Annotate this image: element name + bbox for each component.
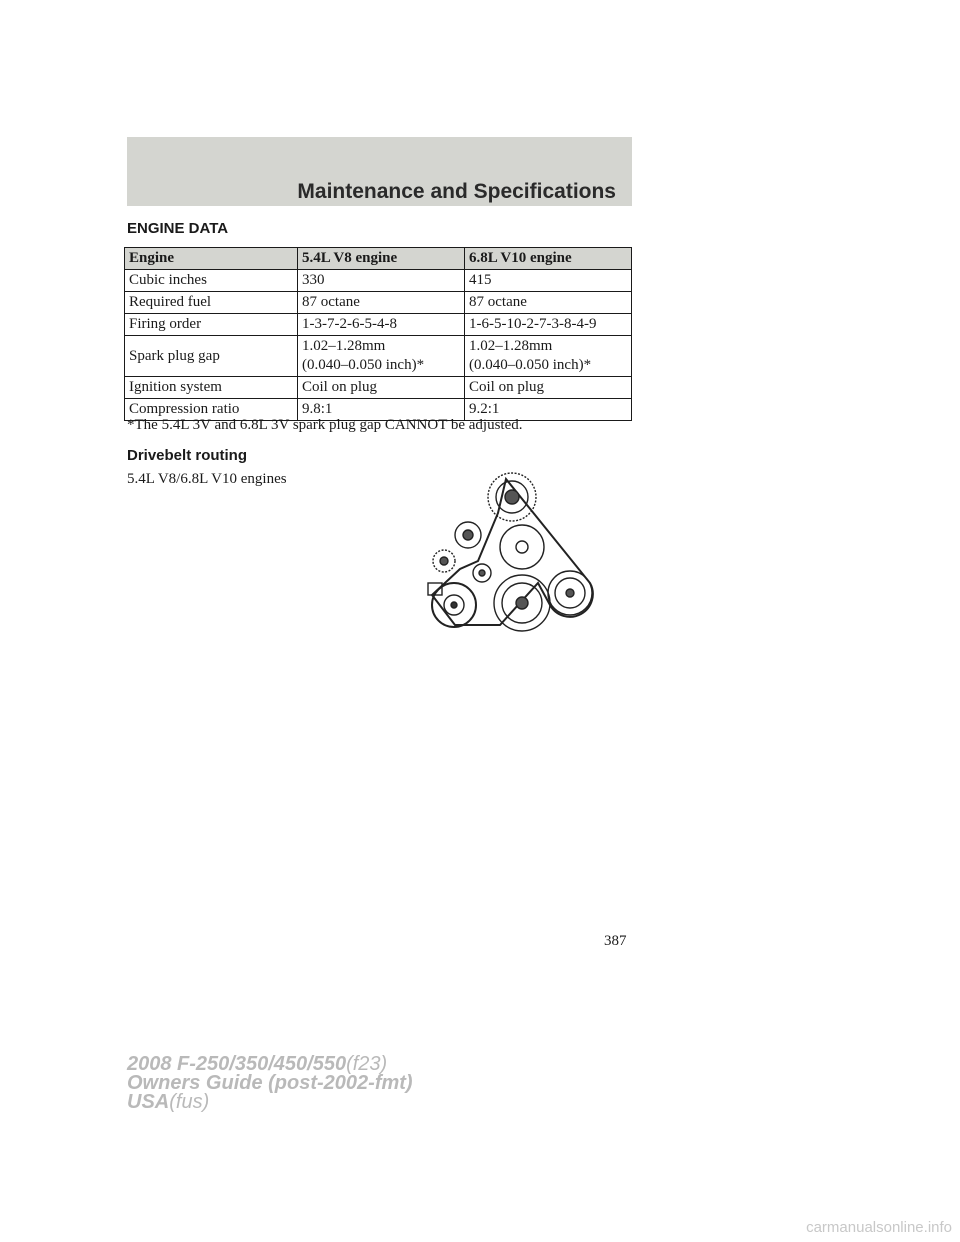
header-bar: [127, 137, 632, 206]
table-cell: 9.2:1: [465, 399, 632, 421]
table-header-cell: 5.4L V8 engine: [298, 248, 465, 270]
footer-line: [127, 1093, 413, 1112]
watermark[interactable]: carmanualsonline.info: [806, 1219, 952, 1236]
table-cell: 9.8:1: [298, 399, 465, 421]
table-cell: Firing order: [125, 314, 298, 336]
table-row: [125, 270, 632, 292]
table-row: [125, 292, 632, 314]
crankshaft-pulley: [494, 575, 550, 631]
table-header-cell: 6.8L V10 engine: [465, 248, 632, 270]
cell-line: (0.040–0.050 inch)*: [469, 357, 592, 373]
table-cell: Compression ratio: [125, 399, 298, 421]
table-cell: 87 octane: [298, 292, 465, 314]
table-cell: 87 octane: [465, 292, 632, 314]
table-cell: 330: [298, 270, 465, 292]
table-cell: Ignition system: [125, 377, 298, 399]
table-cell: Coil on plug: [465, 377, 632, 399]
idler-pulley: [455, 522, 481, 548]
footer-code: (f23): [346, 1053, 388, 1075]
cell-line: 1.02–1.28mm: [302, 338, 386, 354]
table-cell: Cubic inches: [125, 270, 298, 292]
tensioner-pulley: [488, 473, 536, 521]
table-cell: 1-6-5-10-2-7-3-8-4-9: [465, 314, 632, 336]
table-cell: Spark plug gap: [125, 336, 298, 377]
footer-line: Owners Guide (post-2002-fmt): [127, 1072, 413, 1094]
footer-model: 2008 F-250/350/450/550: [127, 1053, 347, 1075]
table-cell: 415: [465, 270, 632, 292]
page-number: 387: [604, 933, 627, 949]
table-cell: [465, 336, 632, 377]
table-cell: 1-3-7-2-6-5-4-8: [298, 314, 465, 336]
page-header-title: Maintenance and Specifications: [297, 180, 616, 203]
table-cell: Required fuel: [125, 292, 298, 314]
table-header-cell: Engine: [125, 248, 298, 270]
subsection-title: Drivebelt routing: [127, 447, 248, 464]
footnote: *The 5.4L 3V and 6.8L 3V spark plug gap CANNOT be adjusted.: [127, 417, 523, 433]
footer: [127, 1055, 413, 1112]
table-row: [125, 336, 632, 377]
cell-line: 1.02–1.28mm: [469, 338, 553, 354]
cell-line: (0.040–0.050 inch)*: [302, 357, 425, 373]
footer-region: USA: [127, 1091, 170, 1113]
power-steering-pulley: [548, 571, 592, 615]
section-title: ENGINE DATA: [127, 220, 229, 237]
engine-data-table: [124, 247, 632, 421]
table-cell: [298, 336, 465, 377]
table-cell: Coil on plug: [298, 377, 465, 399]
water-pump-pulley: [500, 525, 544, 569]
engine-label: 5.4L V8/6.8L V10 engines: [127, 471, 287, 487]
alternator-pulley: [433, 550, 455, 572]
table-row: [125, 314, 632, 336]
table-row: [125, 377, 632, 399]
footer-region-code: (fus): [169, 1091, 210, 1113]
drivebelt-diagram: [420, 465, 632, 635]
small-tensioner-pulley: [473, 564, 491, 582]
table-header-row: [125, 248, 632, 270]
